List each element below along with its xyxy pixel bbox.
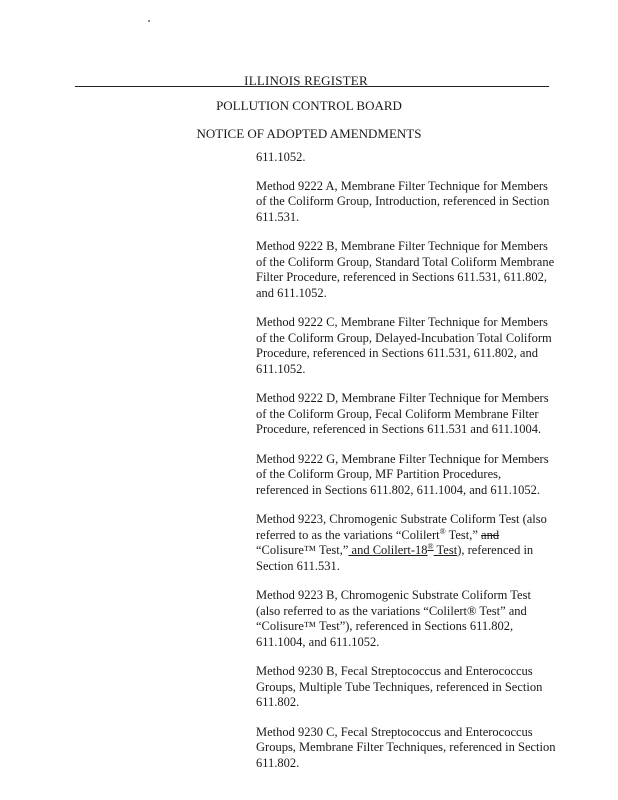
p6-text-c: “Colisure™ Test,”	[256, 543, 349, 557]
paragraph-9223	[256, 512, 556, 574]
header-rule	[75, 86, 549, 87]
amendment-body	[256, 150, 556, 785]
p6-registered-mark-2: ®	[427, 541, 434, 551]
p6-deleted-and: and	[481, 527, 500, 542]
p6-text-a: Method 9223, Chromogenic Substrate Coliform Test (also referred to as the variations “Colilert	[256, 512, 547, 542]
paragraph-9222d: Method 9222 D, Membrane Filter Technique for Members of the Coliform Group, Fecal Coliform Membrane Filter Procedure, referenced in Sections 611.531 and 611.1004.	[256, 391, 549, 436]
scan-speck	[148, 20, 150, 22]
paragraph-9222c: Method 9222 C, Membrane Filter Technique for Members of the Coliform Group, Delayed-Incubation Total Coliform Procedure, referenced in Sections 611.531, 611.802, and 611.1052.	[256, 315, 552, 376]
p6-inserted-colilert18: and Colilert-18	[348, 543, 428, 557]
register-title: ILLINOIS REGISTER	[244, 73, 368, 88]
paragraph-9230b: Method 9230 B, Fecal Streptococcus and Enterococcus Groups, Multiple Tube Techniques, referenced in Section 611.802.	[256, 664, 543, 709]
notice-title: NOTICE OF ADOPTED AMENDMENTS	[196, 126, 422, 141]
paragraph-9222a: Method 9222 A, Membrane Filter Technique for Members of the Coliform Group, Introduction, referenced in Section 611.531.	[256, 178, 550, 224]
board-name: POLLUTION CONTROL BOARD	[216, 98, 402, 113]
p6-registered-mark-1: ®	[439, 526, 446, 536]
paragraph-9222b: Method 9222 B, Membrane Filter Technique for Members of the Coliform Group, Standard Total Coliform Membrane Filter Procedure, referenced in Sections 611.531, 611.802, and 611.1052.	[256, 239, 555, 300]
p6-inserted-test: Test	[433, 543, 458, 557]
p6-text-b: Test,”	[445, 527, 482, 542]
paragraph-9230c: Method 9230 C, Fecal Streptococcus and Enterococcus Groups, Membrane Filter Techniques, referenced in Section 611.802.	[256, 724, 556, 770]
p6-text-d: ), referenced in Section 611.531.	[256, 543, 534, 573]
paragraph-9223b: Method 9223 B, Chromogenic Substrate Coliform Test (also referred to as the variations “Colilert® Test” and “Colisure™ Test”), referenced in Sections 611.802, 611.1004, and 611.1052.	[256, 588, 531, 649]
paragraph-0: 611.1052.	[256, 150, 306, 164]
paragraph-9222g: Method 9222 G, Membrane Filter Technique for Members of the Coliform Group, MF Partition Procedures, referenced in Sections 611.802, 611.1004, and 611.1052.	[256, 451, 549, 497]
